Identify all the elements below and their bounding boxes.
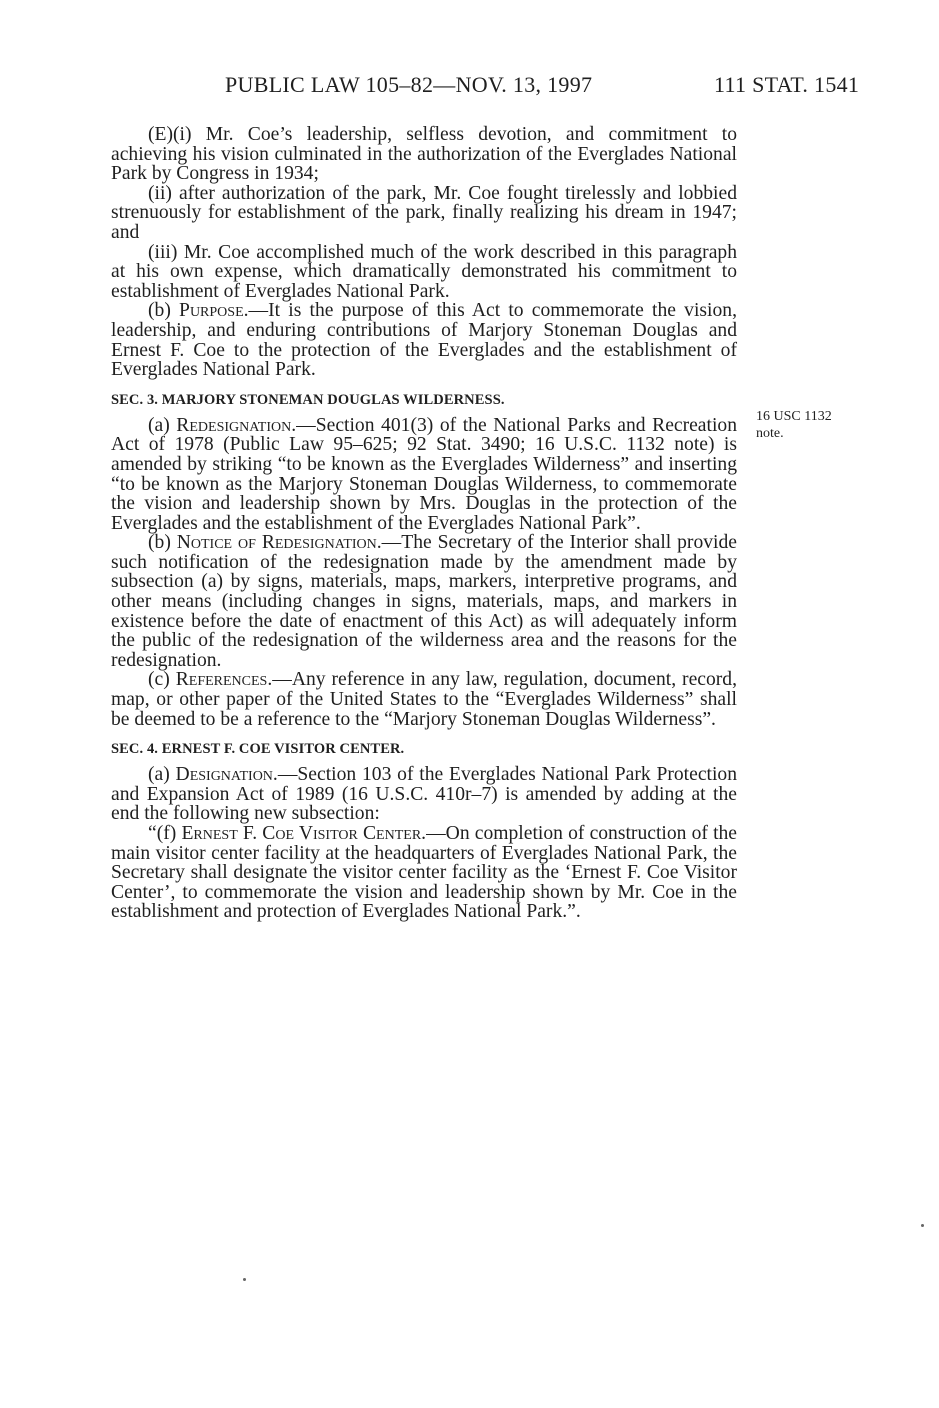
visitor-center-label: “(f) — [148, 823, 182, 844]
margin-note-line1: 16 USC 1132 — [756, 409, 832, 424]
visitor-center-text: .—On completion of construction of the main visitor center facility at the headquarters of Everglades National Park, the Secretary shall designate the visitor center facility as the ‘Ernest F. Coe Visitor Center’, to commemorate the vision and leadership shown by Mr. Coe in the establishment and protection of Everglades National Park.”. — [111, 823, 738, 923]
margin-citation-note — [756, 408, 866, 442]
visitor-center-heading: Ernest F. Coe Visitor Center — [181, 823, 422, 844]
scan-speck — [243, 1278, 246, 1281]
purpose-text: .—It is the purpose of this Act to commemorate the vision, leadership, and enduring contributions of Marjory Stoneman Douglas and Ernest F. Coe to the protection of the Everglades and the establishment of Everglades National Park. — [111, 300, 737, 381]
notice-label: (b) — [148, 532, 177, 554]
purpose-label: (b) — [148, 300, 180, 322]
section-4-heading: SEC. 4. ERNEST F. COE VISITOR CENTER. — [111, 741, 405, 758]
header-public-law: PUBLIC LAW 105–82—NOV. 13, 1997 — [225, 72, 593, 97]
purpose-heading: Purpose — [179, 300, 244, 322]
header-stat-page: 111 STAT. 1541 — [714, 72, 860, 97]
designation-label: (a) — [148, 764, 176, 786]
references-text: .—Any reference in any law, regulation, document, record, map, or other paper of the United States to the “Everglades Wilderness” shall be deemed to be a reference to the “Marjory Stoneman Douglas Wilderness”. — [111, 669, 737, 730]
page-header — [0, 72, 939, 106]
designation-text: .—Section 103 of the Everglades National Park Protection and Expansion Act of 1989 (16 U.S.C. 410r–7) is amended by adding at the end the following new subsection: — [111, 764, 737, 825]
paragraph-e-ii: (ii) after authorization of the park, Mr. Coe fought tirelessly and lobbied strenuously for establishment of the park, finally realizing his dream in 1947; and — [111, 182, 737, 243]
paragraph-notice — [111, 533, 737, 670]
paragraph-e-iii: (iii) Mr. Coe accomplished much of the work described in this paragraph at his own expense, which dramatically demonstrated his commitment to establishment of Everglades National Park. — [111, 241, 737, 302]
scan-speck — [921, 1224, 924, 1227]
paragraph-redesignation — [111, 416, 737, 534]
paragraph-references — [111, 670, 737, 729]
references-heading: References — [175, 669, 268, 691]
notice-text: .—The Secretary of the Interior shall provide such notification of the redesignation made by the amendment made by subsection (a) by signs, materials, maps, markers, interpretive programs, and other means (including changes in signs, materials, maps, and markers in existence before the date of enactment of this Act) as will adequately inform the public of the redesignation of the wilderness area and the reasons for the redesignation. — [111, 532, 737, 671]
section-3-heading: SEC. 3. MARJORY STONEMAN DOUGLAS WILDERNESS. — [111, 391, 505, 408]
redesignation-label: (a) — [148, 414, 177, 436]
paragraph-purpose — [111, 301, 737, 379]
paragraph-visitor-center — [111, 824, 737, 922]
references-label: (c) — [148, 669, 176, 691]
paragraph-designation — [111, 765, 737, 824]
redesignation-text: .—Section 401(3) of the National Parks and Recreation Act of 1978 (Public Law 95–625; 92 Stat. 3490; 16 U.S.C. 1132 note) is amended by striking “to be known as the Everglades Wilderness” and inserting “to be known as the Marjory Stoneman Douglas Wilderness, to commemorate the vision and leadership shown by Mrs. Douglas in the protection of the Everglades and the establishment of the Everglades National Park”. — [111, 414, 737, 534]
redesignation-heading: Redesignation — [176, 414, 292, 436]
document-body — [111, 125, 737, 922]
notice-heading: Notice of Redesignation — [176, 532, 377, 554]
designation-heading: Designation — [175, 764, 273, 786]
margin-note-line2: note. — [756, 426, 784, 441]
paragraph-e-i: (E)(i) Mr. Coe’s leadership, selfless devotion, and commitment to achieving his vision culminated in the authorization of the Everglades National Park by Congress in 1934; — [111, 124, 737, 185]
